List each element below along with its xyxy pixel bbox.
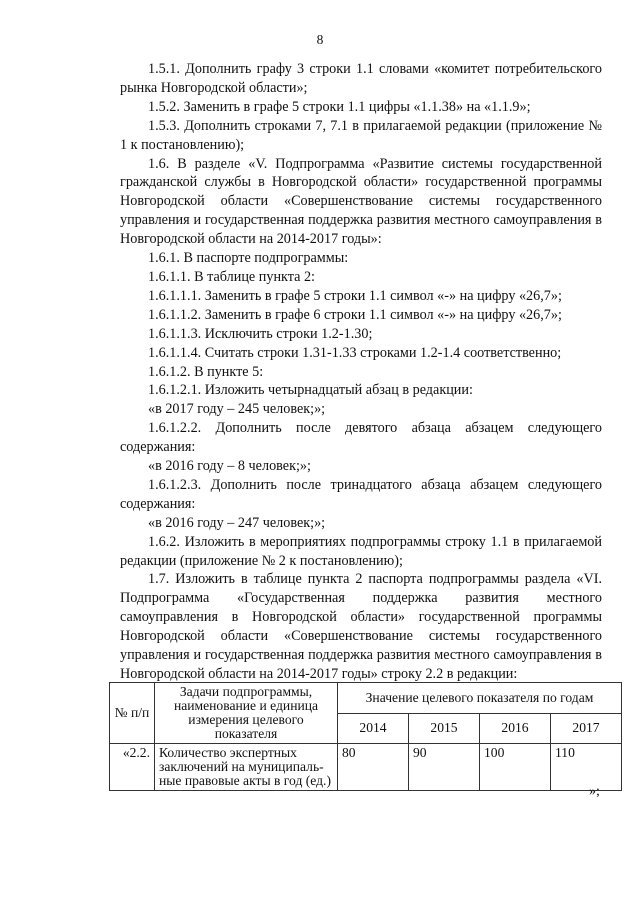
year-2017: 2017 xyxy=(551,713,622,744)
paragraph-1-6-1-2: 1.6.1.2. В пункте 5: xyxy=(148,363,264,380)
header-values: Значение целевого показателя по годам xyxy=(338,683,622,714)
row-task: Количество экспертных заключений на муниципаль-ные правовые акты в год (ед.) xyxy=(155,744,338,791)
closing-mark: »; xyxy=(589,784,600,799)
paragraph-1-7: 1.7. Изложить в таблице пункта 2 паспорта подпрограммы раздела «VI. Подпрограмма «Государственная поддержка развития местного самоуправления в Новгородской области» государственной программы Новгородской области «Совершенствование системы государственного управления и государственная поддержка развития местного самоуправления в Новгородской области на 2014-2017 годы» строку 2.2 в редакции: xyxy=(120,571,602,682)
paragraph-1-6-1: 1.6.1. В паспорте подпрограммы: xyxy=(148,250,349,267)
body-text xyxy=(120,60,602,684)
paragraph-1-6-2: 1.6.2. Изложить в мероприятиях подпрограммы строку 1.1 в прилагаемой редакции (приложение № 2 к постановлению); xyxy=(120,533,602,569)
paragraph-1-6-1-2-1: 1.6.1.2.1. Изложить четырнадцатый абзац в редакции: xyxy=(148,382,473,399)
paragraph-1-6-1-1-2: 1.6.1.1.2. Заменить в графе 6 строки 1.1 символ «-» на цифру «26,7»; xyxy=(148,306,562,323)
paragraph-1-6: 1.6. В разделе «V. Подпрограмма «Развитие системы государственной гражданской службы в Новгородской области» государственной программы Новгородской области «Совершенствование системы государственного управления и государственная поддержка развития местного самоуправления в Новгородской области на 2014-2017 годы»: xyxy=(120,155,602,248)
quote-2016-8: «в 2016 году – 8 человек;»; xyxy=(148,458,311,475)
table-row xyxy=(110,744,622,791)
quote-2017: «в 2017 году – 245 человек;»; xyxy=(148,401,326,418)
year-2015: 2015 xyxy=(409,713,480,744)
row-num: «2.2. xyxy=(110,744,155,791)
paragraph-1-5-3: 1.5.3. Дополнить строками 7, 7.1 в прилагаемой редакции (приложение № 1 к постановлению); xyxy=(120,117,602,153)
table-header-row xyxy=(110,683,622,714)
value-2017: 110 xyxy=(551,744,622,791)
paragraph-1-5-1: 1.5.1. Дополнить графу 3 строки 1.1 словами «комитет потребительского рынка Новгородской области»; xyxy=(120,61,602,96)
value-2014: 80 xyxy=(338,744,409,791)
paragraph-1-6-1-2-2: 1.6.1.2.2. Дополнить после девятого абзаца абзацем следующего содержания: xyxy=(120,420,602,456)
year-2016: 2016 xyxy=(480,713,551,744)
year-2014: 2014 xyxy=(338,713,409,744)
paragraph-1-6-1-1-3: 1.6.1.1.3. Исключить строки 1.2-1.30; xyxy=(148,325,373,342)
paragraph-1-5-2: 1.5.2. Заменить в графе 5 строки 1.1 цифры «1.1.38» на «1.1.9»; xyxy=(148,98,531,115)
paragraph-1-6-1-2-3: 1.6.1.2.3. Дополнить после тринадцатого абзаца абзацем следующего содержания: xyxy=(120,476,602,512)
paragraph-1-6-1-1-1: 1.6.1.1.1. Заменить в графе 5 строки 1.1 символ «-» на цифру «26,7»; xyxy=(148,287,562,304)
indicator-table xyxy=(109,682,622,791)
header-task: Задачи подпрограммы, наименование и единица измерения целевого показателя xyxy=(155,683,338,744)
paragraph-1-6-1-1: 1.6.1.1. В таблице пункта 2: xyxy=(148,268,316,285)
paragraph-1-6-1-1-4: 1.6.1.1.4. Считать строки 1.31-1.33 строками 1.2-1.4 соответственно; xyxy=(148,344,562,361)
quote-2016-247: «в 2016 году – 247 человек;»; xyxy=(148,514,326,531)
value-2015: 90 xyxy=(409,744,480,791)
header-num: № п/п xyxy=(110,683,155,744)
page-number: 8 xyxy=(316,32,324,47)
value-2016: 100 xyxy=(480,744,551,791)
